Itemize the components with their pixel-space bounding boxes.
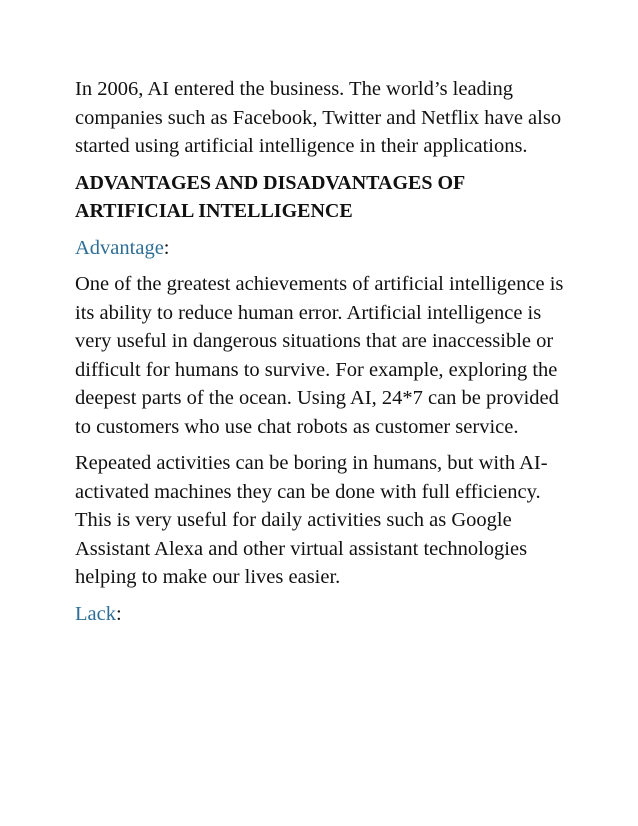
advantage-colon: : [163, 236, 170, 259]
advantage-subheading [75, 234, 565, 263]
lack-colon: : [115, 602, 122, 625]
lack-subheading [75, 600, 565, 629]
section-heading: ADVANTAGES AND DISADVANTAGES OF ARTIFICIAL INTELLIGENCE [75, 171, 465, 222]
document-page [75, 75, 565, 636]
advantage-paragraph-2: Repeated activities can be boring in humans, but with AI-activated machines they can be done with full efficiency. This is very useful for daily activities such as Google Assistant Alexa and other virtual assistant technologies helping to make our lives easier. [75, 452, 548, 588]
lack-label: Lack [75, 602, 116, 625]
advantage-paragraph-1: One of the greatest achievements of artificial intelligence is its ability to reduce human error. Artificial intelligence is very useful in dangerous situations that are inaccessible or difficult for humans to survive. For example, exploring the deepest parts of the ocean. Using AI, 24*7 can be provided to customers who use chat robots as customer service. [75, 273, 564, 438]
advantage-label: Advantage [75, 236, 164, 259]
intro-paragraph: In 2006, AI entered the business. The world’s leading companies such as Facebook, Twitter and Netflix have also started using artificial intelligence in their applications. [75, 78, 562, 157]
